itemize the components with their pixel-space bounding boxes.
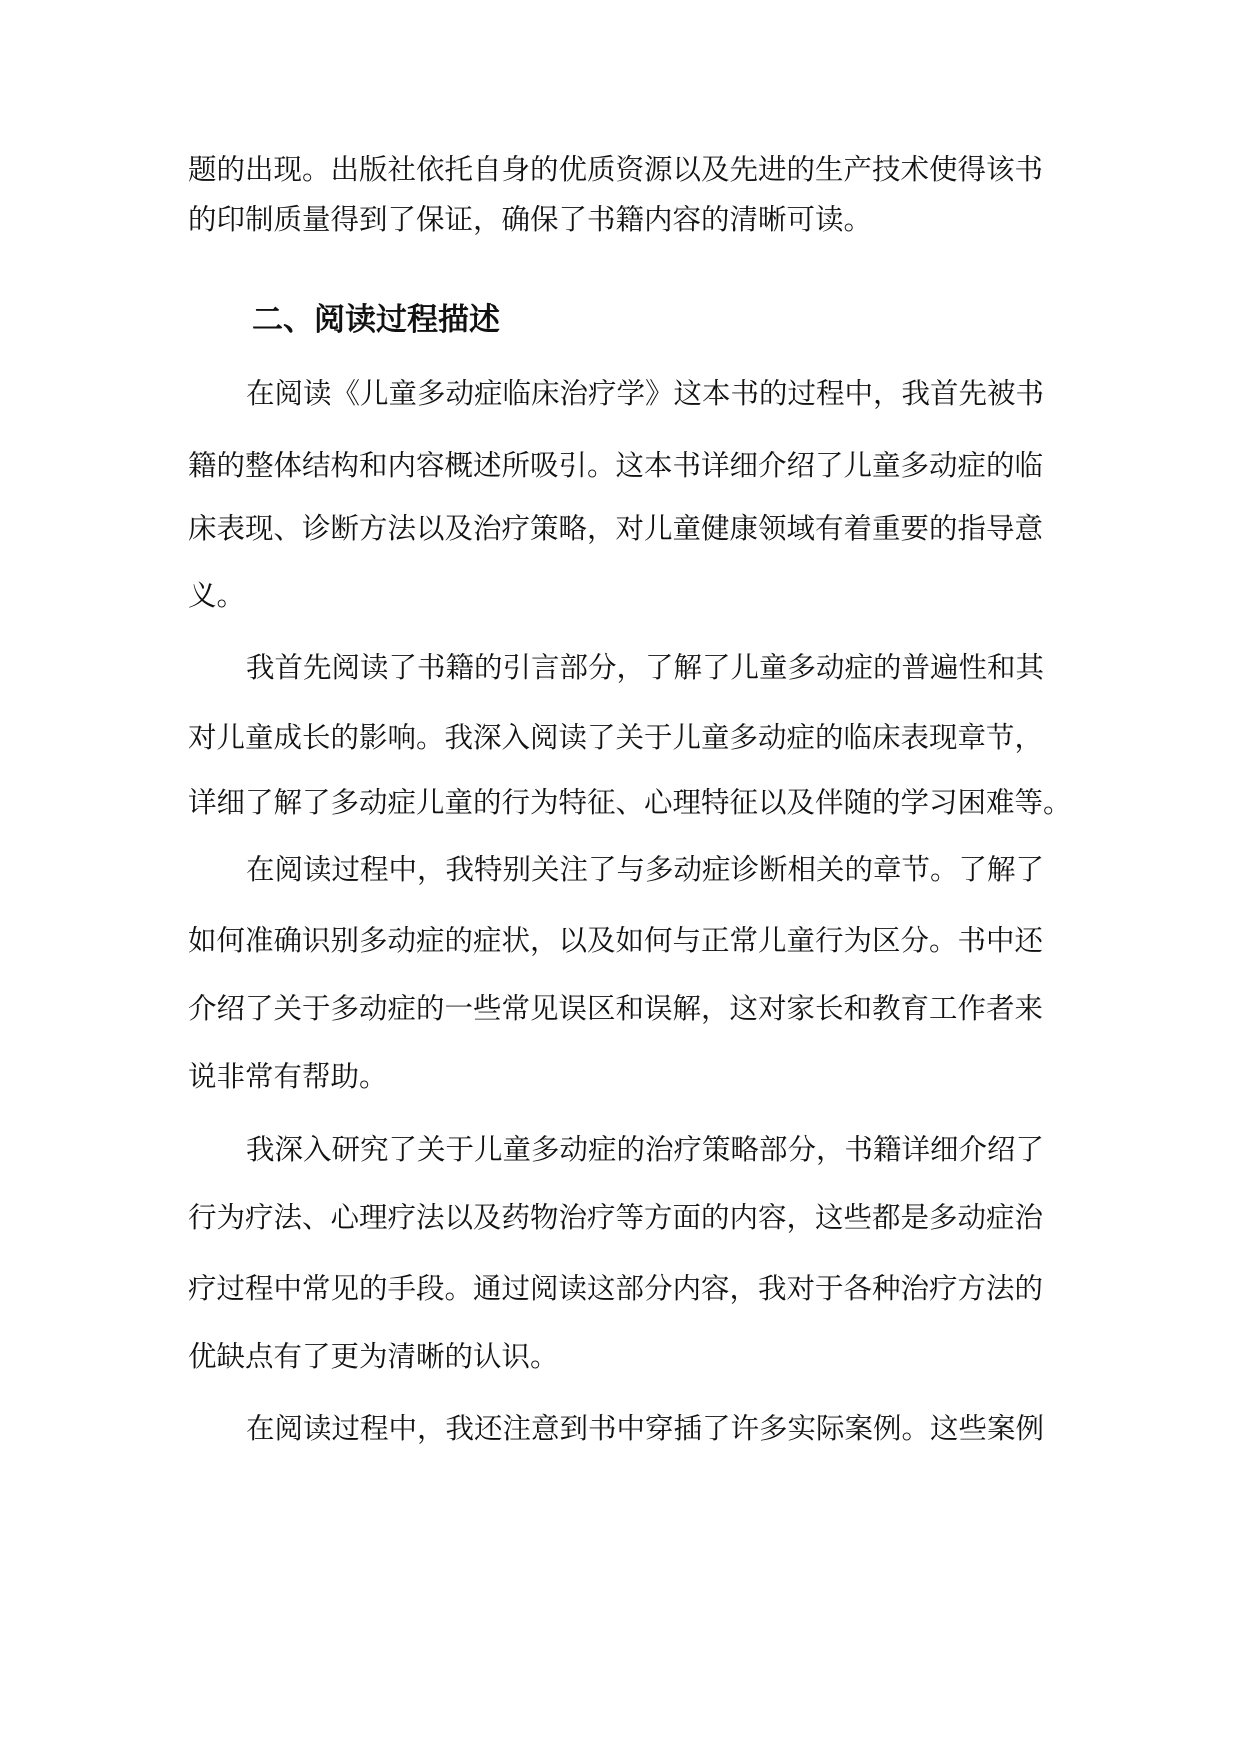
paragraph-line: 疗过程中常见的手段。通过阅读这部分内容，我对于各种治疗方法的 xyxy=(188,1272,1044,1305)
paragraph-line: 在阅读过程中，我特别关注了与多动症诊断相关的章节。了解了 xyxy=(246,853,1045,886)
intro-line: 题的出现。出版社依托自身的优质资源以及先进的生产技术使得该书 xyxy=(188,153,1044,186)
paragraph-line: 籍的整体结构和内容概述所吸引。这本书详细介绍了儿童多动症的临 xyxy=(188,449,1044,482)
paragraph-line: 义。 xyxy=(188,579,246,612)
paragraph-line: 我深入研究了关于儿童多动症的治疗策略部分，书籍详细介绍了 xyxy=(246,1133,1045,1166)
paragraph-line: 在阅读过程中，我还注意到书中穿插了许多实际案例。这些案例 xyxy=(246,1412,1045,1445)
paragraph-line: 介绍了关于多动症的一些常见误区和误解，这对家长和教育工作者来 xyxy=(188,992,1044,1025)
paragraph-line: 我首先阅读了书籍的引言部分，了解了儿童多动症的普遍性和其 xyxy=(246,651,1045,684)
paragraph-line: 在阅读《儿童多动症临床治疗学》这本书的过程中，我首先被书 xyxy=(246,377,1045,410)
section-heading: 二、阅读过程描述 xyxy=(252,302,500,338)
paragraph-line: 说非常有帮助。 xyxy=(188,1060,388,1093)
paragraph-line: 优缺点有了更为清晰的认识。 xyxy=(188,1340,559,1373)
paragraph-line: 行为疗法、心理疗法以及药物治疗等方面的内容，这些都是多动症治 xyxy=(188,1201,1044,1234)
intro-line: 的印制质量得到了保证，确保了书籍内容的清晰可读。 xyxy=(188,203,873,236)
paragraph-line: 如何准确识别多动症的症状，以及如何与正常儿童行为区分。书中还 xyxy=(188,924,1044,957)
paragraph-line: 床表现、诊断方法以及治疗策略，对儿童健康领域有着重要的指导意 xyxy=(188,512,1044,545)
paragraph-line: 对儿童成长的影响。我深入阅读了关于儿童多动症的临床表现章节， xyxy=(188,721,1044,754)
paragraph-line: 详细了解了多动症儿童的行为特征、心理特征以及伴随的学习困难等。 xyxy=(188,786,1072,819)
